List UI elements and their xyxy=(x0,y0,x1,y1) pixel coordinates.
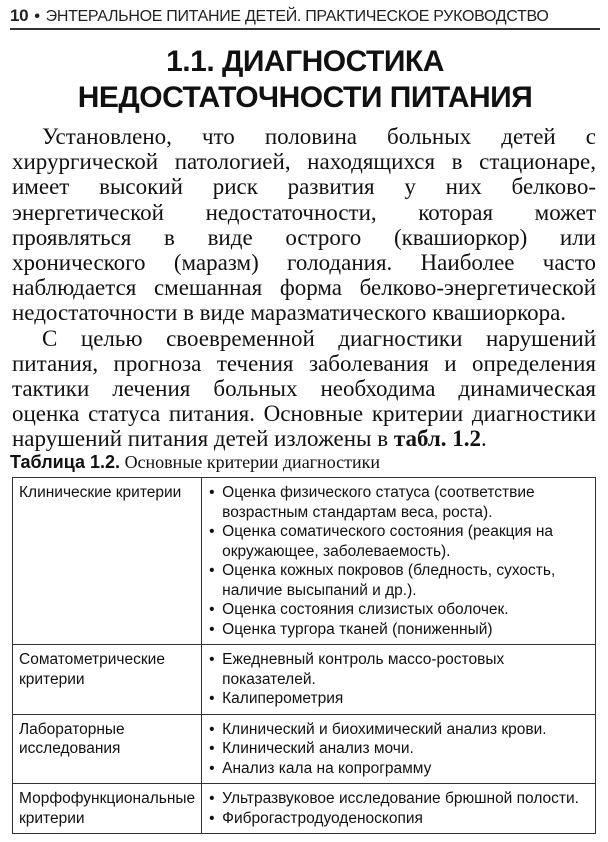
criteria-table xyxy=(12,477,596,834)
criteria-list xyxy=(208,720,591,779)
paragraph-1: Установлено, что половина больных детей с хирургической патологией, находящихся в стационаре, имеет высокий риск развития у них белково-энергетической недостаточности, которая может проявляться в виде острого (квашиоркор) или хронического (маразм) голодания. Наиболее часто наблюдается смешанная форма белково-энергетической недостаточности в виде маразматического квашиоркора. xyxy=(12,124,596,326)
list-item: • Фиброгастродуоденоскопия xyxy=(208,809,591,829)
table-row-morphofunctional xyxy=(13,784,596,834)
list-item: • Ежедневный контроль массо-ростовых показателей. xyxy=(208,650,591,689)
paragraph-2 xyxy=(12,326,596,452)
list-item: • Оценка тургора тканей (пониженный) xyxy=(208,620,591,640)
list-item: • Клинический и биохимический анализ крови. xyxy=(208,720,591,740)
list-item: • Клинический анализ мочи. xyxy=(208,739,591,759)
category-cell: Лабораторные исследования xyxy=(13,714,202,784)
running-head xyxy=(10,6,600,26)
table-row-somatometric xyxy=(13,645,596,715)
list-item: • Оценка физического статуса (соответствие возрастным стандартам веса, роста). xyxy=(208,483,591,522)
body-text xyxy=(12,124,596,452)
items-cell xyxy=(202,478,596,645)
paragraph-2-text: С целью своевременной диагностики нарушений питания, прогноза течения заболевания и определения тактики лечения больных необходима динамическая оценка статуса питания. Основные критерии диагностики нарушений питания детей изложены в xyxy=(12,325,596,452)
table-reference: табл. 1.2 xyxy=(393,426,482,452)
category-cell: Клинические критерии xyxy=(13,478,202,645)
items-cell xyxy=(202,714,596,784)
criteria-list xyxy=(208,483,591,639)
section-title-line2: НЕДОСТАТОЧНОСТИ ПИТАНИЯ xyxy=(77,81,533,114)
criteria-list xyxy=(208,789,591,828)
table-caption-text: Основные критерии диагностики xyxy=(124,452,381,472)
section-title-line1: 1.1. ДИАГНОСТИКА xyxy=(166,45,444,78)
criteria-list xyxy=(208,650,591,709)
items-cell xyxy=(202,784,596,834)
category-cell: Морфофункциональные критерии xyxy=(13,784,202,834)
list-item: • Калиперометрия xyxy=(208,689,591,709)
page-number: 10 xyxy=(10,6,29,25)
header-separator: • xyxy=(34,8,40,25)
table-row-clinical xyxy=(13,478,596,645)
table-row-laboratory xyxy=(13,714,596,784)
list-item: • Оценка состояния слизистых оболочек. xyxy=(208,600,591,620)
paragraph-2-end: . xyxy=(481,426,487,452)
list-item: • Оценка соматического состояния (реакция на окружающее, заболеваемость). xyxy=(208,522,591,561)
header-rule xyxy=(10,28,600,30)
section-title xyxy=(10,44,600,116)
list-item: • Анализ кала на копрограмму xyxy=(208,759,591,779)
items-cell xyxy=(202,645,596,715)
category-cell: Соматометрические критерии xyxy=(13,645,202,715)
list-item: • Ультразвуковое исследование брюшной полости. xyxy=(208,789,591,809)
table-caption-label: Таблица 1.2. xyxy=(10,452,121,472)
list-item: • Оценка кожных покровов (бледность, сухость, наличие высыпаний и др.). xyxy=(208,561,591,600)
table-caption xyxy=(10,452,600,473)
book-title: ЭНТЕРАЛЬНОЕ ПИТАНИЕ ДЕТЕЙ. ПРАКТИЧЕСКОЕ РУКОВОДСТВО xyxy=(45,8,549,25)
